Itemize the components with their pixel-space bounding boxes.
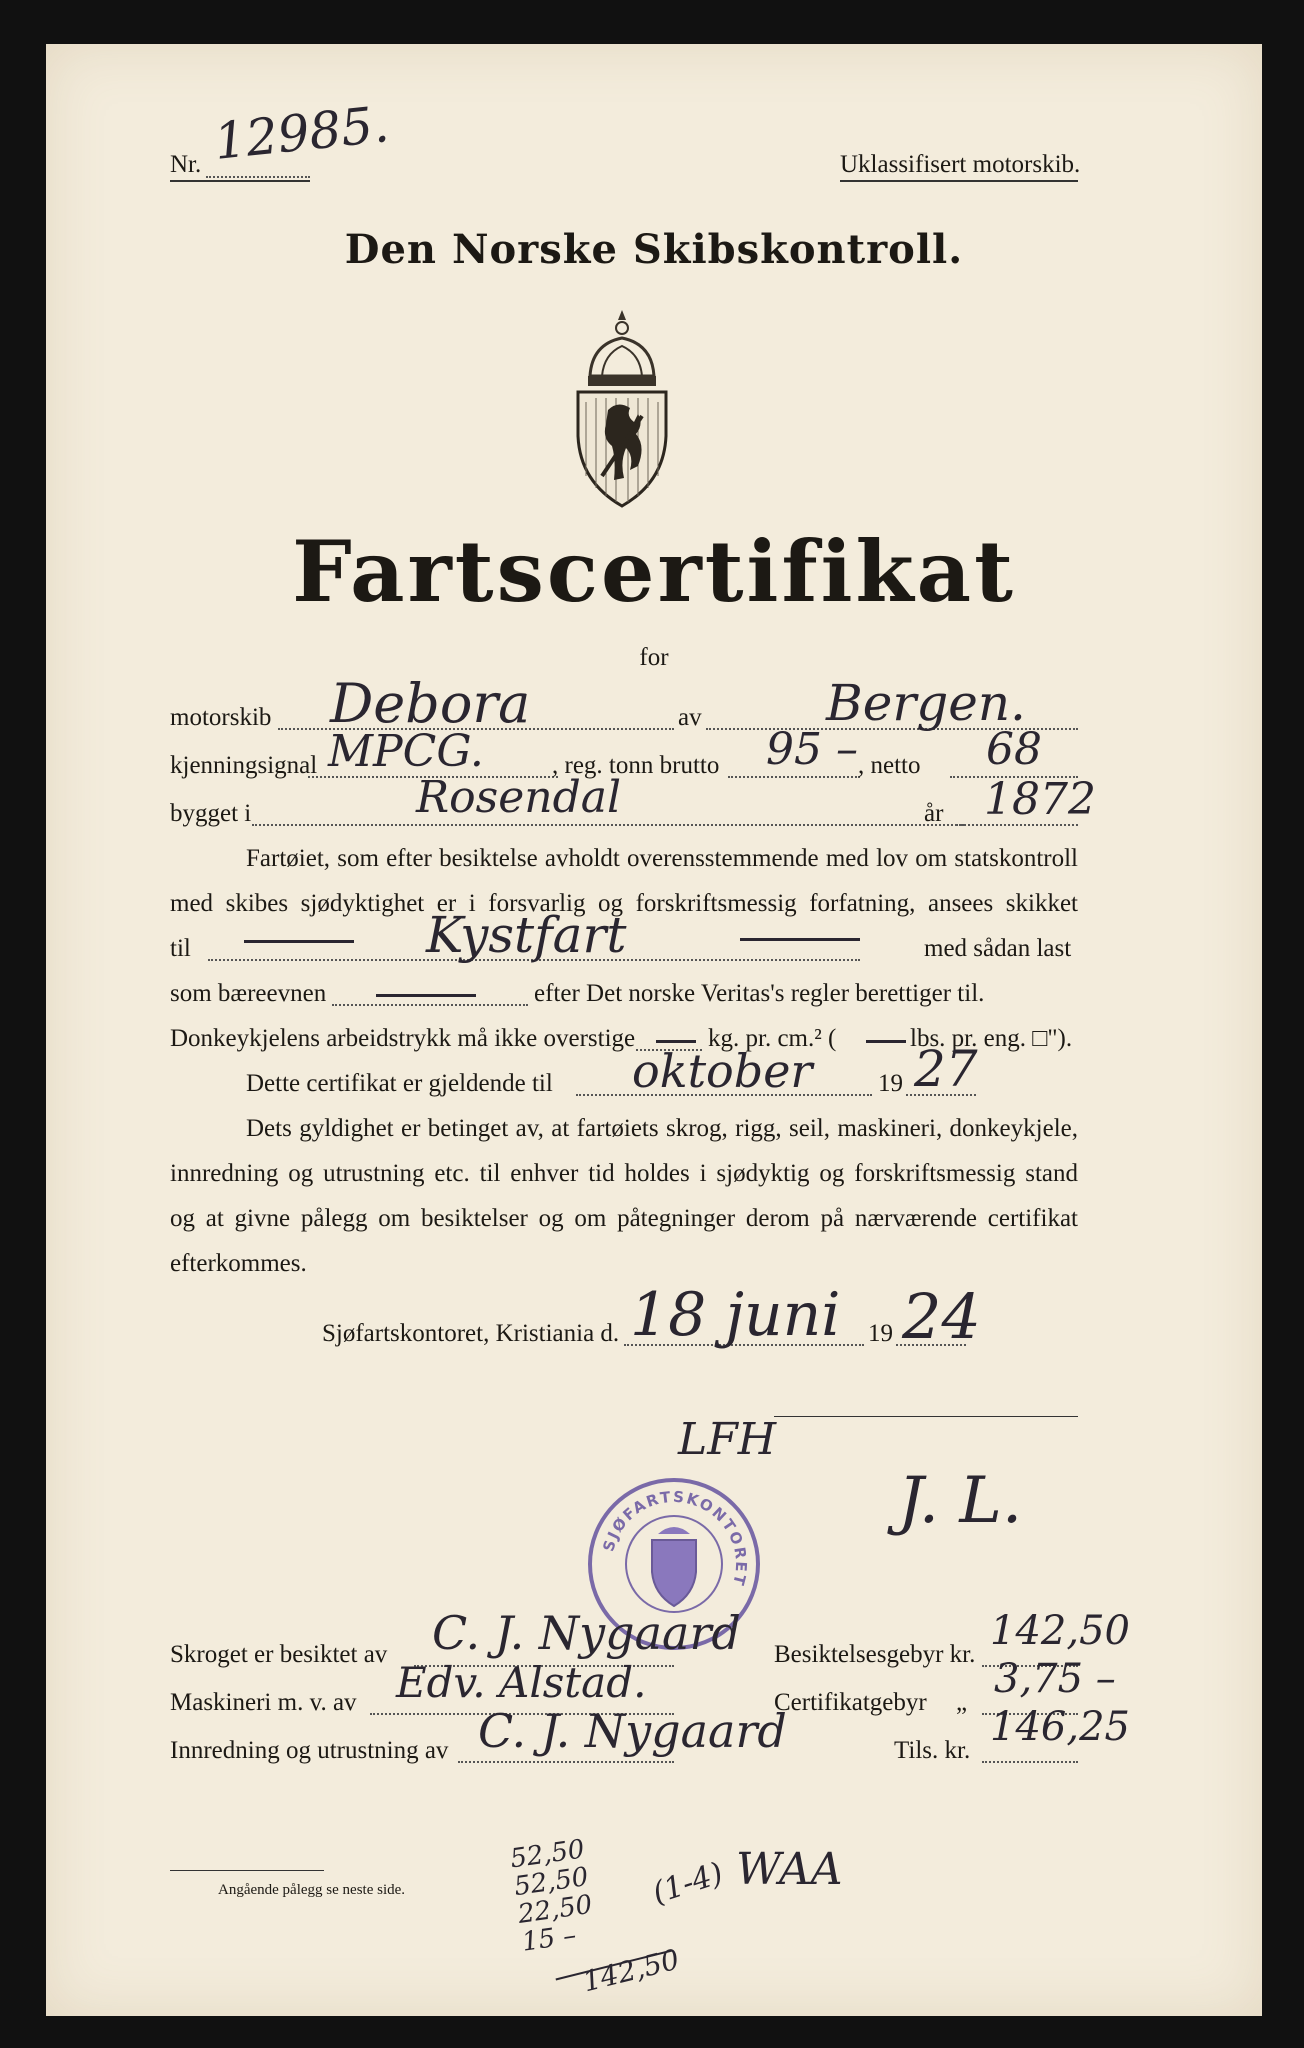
issued-year: 24 <box>902 1280 981 1353</box>
calc-line-1: 52,50 <box>508 1834 587 1875</box>
donkey-kg-dash <box>656 1040 696 1043</box>
calc-line-4: 15 – <box>520 1920 579 1958</box>
til-dash-left <box>244 940 354 943</box>
norwegian-coat-of-arms-icon <box>572 306 672 512</box>
tils-label: Tils. kr. <box>894 1737 971 1764</box>
organization-name: Den Norske Skibskontroll. <box>344 226 964 273</box>
certifikatgebyr-label: Certifikatgebyr <box>774 1689 927 1716</box>
paragraph-2-line-4: efterkommes. <box>170 1250 307 1277</box>
calc-initials: WAA <box>736 1844 843 1895</box>
footnote-rule <box>170 1870 324 1871</box>
tils-value: 146,25 <box>990 1704 1130 1750</box>
maskineri-value: Edv. Alstad. <box>396 1658 647 1707</box>
bygget-value: Rosendal <box>416 772 622 823</box>
aar-value: 1872 <box>984 774 1096 825</box>
paragraph-2-line-1: Dets gyldighet er betinget av, at fartøiets skrog, rigg, seil, maskineri, donkeykjele, <box>246 1115 1078 1142</box>
brutto-fill-line <box>728 776 860 778</box>
aar-label: år <box>924 800 944 827</box>
til-value: Kystfart <box>426 906 627 964</box>
av-label: av <box>678 704 702 731</box>
calc-line-2: 52,50 <box>512 1862 591 1903</box>
paragraph-2-line-3: og at givne pålegg om besiktelser og om påtegninger derom på nærværende certifikat <box>170 1205 1078 1232</box>
valid-label: Dette certifikat er gjeldende til <box>246 1070 553 1097</box>
donkey-label: Donkeykjelens arbeidstrykk må ikke overstige <box>170 1025 636 1052</box>
donkey-lbs-unit: lbs. pr. eng. □"). <box>910 1025 1073 1052</box>
nr-value: 12985. <box>211 95 392 171</box>
baereevne-dash <box>376 994 476 997</box>
classification-text: Uklassifisert motorskib. <box>840 151 1081 178</box>
besiktelsesgebyr-label: Besiktelsesgebyr kr. <box>774 1641 976 1668</box>
til-dash-right <box>740 938 860 941</box>
calc-line-3: 22,50 <box>516 1889 595 1930</box>
til-suffix: med sådan last <box>924 935 1072 962</box>
calc-note: (1-4) <box>648 1855 728 1912</box>
classification-underline <box>840 180 1078 182</box>
nr-underline <box>170 180 310 182</box>
issued-year-prefix: 19 <box>868 1320 893 1347</box>
til-label: til <box>170 935 191 962</box>
document-title: Fartscertifikat <box>292 522 1016 621</box>
certificate-page <box>46 44 1262 2016</box>
motorskib-label: motorskib <box>170 704 272 731</box>
paragraph-2-line-2: innredning og utrustning etc. til enhver tid holdes i sjødyktig og forskriftsmessig stand <box>170 1160 1078 1187</box>
valid-month: oktober <box>632 1044 813 1098</box>
skrog-label: Skroget er besiktet av <box>170 1641 388 1668</box>
innredning-value: C. J. Nygaard <box>478 1704 787 1758</box>
kjenningsignal-value: MPCG. <box>328 726 484 777</box>
baereevne-label: som bæreevnen <box>170 980 327 1007</box>
skrog-value: C. J. Nygaard <box>432 1606 741 1660</box>
certifikatgebyr-value: 3,75 – <box>994 1656 1116 1702</box>
bygget-fill-line <box>252 824 964 826</box>
title-for: for <box>639 644 669 671</box>
motorskib-value: Debora <box>330 672 531 735</box>
netto-value: 68 <box>986 724 1042 775</box>
valid-year: 27 <box>914 1040 978 1098</box>
paragraph-1-line-1: Fartøiet, som efter besiktelse avholdt overensstemmende med lov om statskontroll <box>246 845 1078 872</box>
bygget-label: bygget i <box>170 800 252 827</box>
signature: J. L. <box>898 1464 1023 1538</box>
av-value: Bergen. <box>826 674 1026 732</box>
innredning-fill-line <box>458 1761 674 1763</box>
maskineri-label: Maskineri m. v. av <box>170 1689 357 1716</box>
stamp-text: SJØFARTSKONTORET <box>599 1487 751 1589</box>
besiktelsesgebyr-value: 142,50 <box>990 1608 1130 1654</box>
kjenningsignal-label: kjenningsignal <box>170 752 318 779</box>
brutto-label: , reg. tonn brutto <box>552 752 720 779</box>
nr-label: Nr. <box>170 151 202 178</box>
baereevne-fill-line <box>332 1004 528 1006</box>
brutto-value: 95 – <box>766 724 858 775</box>
donkey-lbs-dash <box>866 1040 906 1043</box>
donkey-kg-unit: kg. pr. cm.² ( <box>708 1025 837 1052</box>
calculation-column <box>509 1835 598 1956</box>
issued-date: 18 juni <box>630 1280 841 1350</box>
tils-fill-line <box>982 1761 1078 1763</box>
issued-place-label: Sjøfartskontoret, Kristiania d. <box>322 1320 620 1347</box>
certifikatgebyr-ditto: „ <box>956 1689 968 1716</box>
calc-total: 142,50 <box>579 1942 683 1999</box>
footnote-text: Angående pålegg se neste side. <box>218 1882 406 1898</box>
netto-label: , netto <box>858 752 921 779</box>
signature-line <box>774 1416 1078 1417</box>
innredning-label: Innredning og utrustning av <box>170 1737 449 1764</box>
paragraph-1-line-2: med skibes sjødyktighet er i forsvarlig og forskriftsmessig forfatning, ansees skikket <box>170 890 1078 917</box>
issued-initials: LFH <box>678 1414 777 1465</box>
baereevne-suffix: efter Det norske Veritas's regler berettiger til. <box>534 980 985 1007</box>
valid-year-prefix: 19 <box>878 1070 903 1097</box>
nr-fill-line <box>206 176 310 178</box>
